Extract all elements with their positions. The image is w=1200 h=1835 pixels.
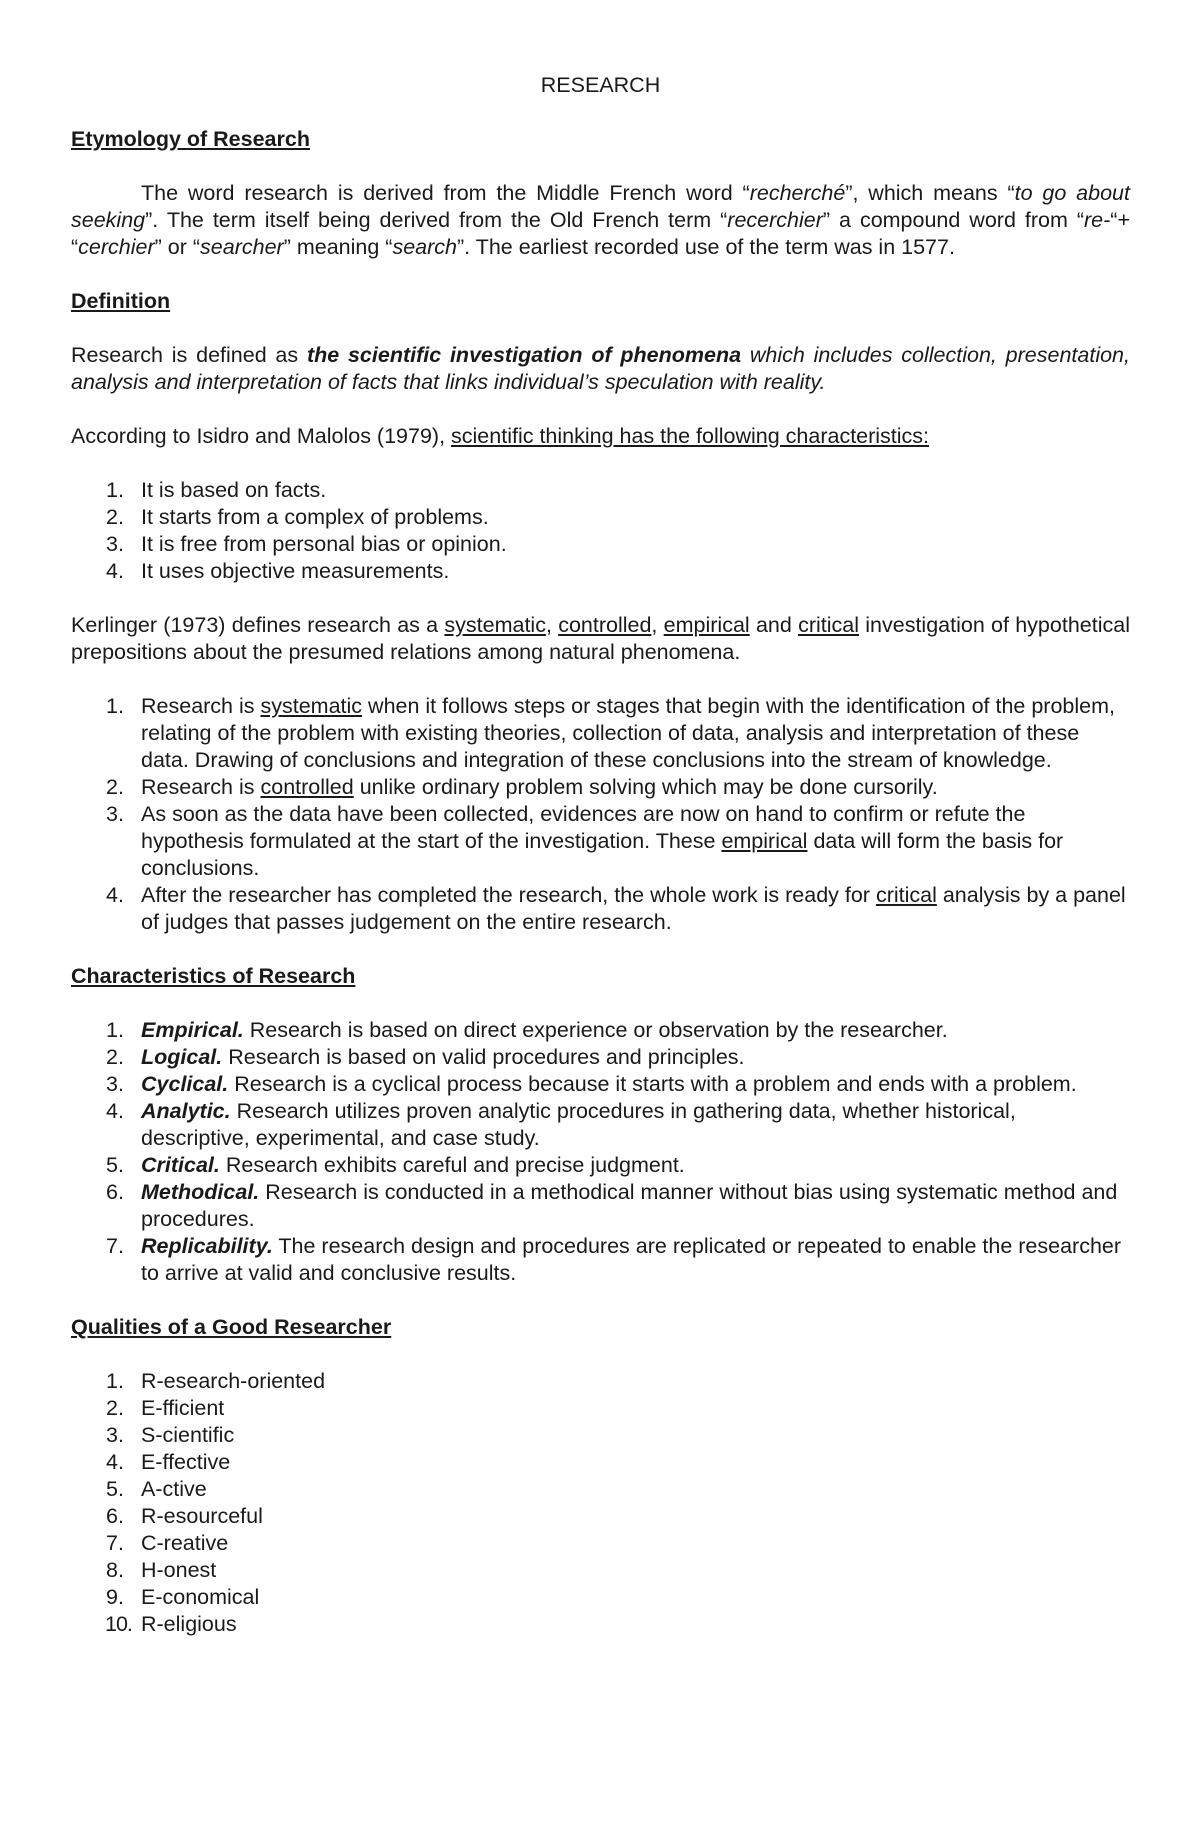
- heading-characteristics: Characteristics of Research: [71, 964, 356, 988]
- list-item: 2. Logical. Research is based on valid procedures and principles.: [106, 1045, 745, 1069]
- list-item: 6. R-esourceful: [106, 1504, 263, 1528]
- list-item: 7. Replicability. The research design and procedures are replicated or repeated to enable the researcher to arrive at valid and conclusive results.: [106, 1234, 1122, 1285]
- etymology-paragraph: The word research is derived from the Middle French word “recherché”, which means “to go about seeking”. The term itself being derived from the Old French term “recerchier” a compound word from “re-“+ “cerchier” or “searcher” meaning “search”. The earliest recorded use of the term was in 1577.: [71, 181, 1131, 259]
- list-item: 4. Analytic. Research utilizes proven analytic procedures in gathering data, whether historical, descriptive, experimental, and case study.: [106, 1099, 1016, 1150]
- kerlinger-list: [71, 693, 1130, 936]
- list-item: 2. Research is controlled unlike ordinary problem solving which may be done cursorily.: [106, 775, 938, 799]
- list-item: 4. E-ffective: [106, 1450, 231, 1474]
- list-item: 4. After the researcher has completed the research, the whole work is ready for critical analysis by a panel of judges that passes judgement on the entire research.: [106, 883, 1126, 934]
- characteristics-list: [71, 1017, 1130, 1287]
- list-item: 1. Empirical. Research is based on direct experience or observation by the researcher.: [106, 1018, 948, 1042]
- isidro-paragraph: According to Isidro and Malolos (1979), scientific thinking has the following characteristics:: [71, 424, 930, 448]
- list-item: 2. E-fficient: [106, 1396, 225, 1420]
- list-item: 10. R-eligious: [105, 1612, 237, 1636]
- page-title: RESEARCH: [540, 73, 661, 97]
- list-item: 3. Cyclical. Research is a cyclical process because it starts with a problem and ends with a problem.: [106, 1072, 1077, 1096]
- qualities-list: [71, 1368, 1130, 1638]
- list-item: 9. E-conomical: [106, 1585, 260, 1609]
- list-item: 5. A-ctive: [106, 1477, 207, 1501]
- list-item: 3. S-cientific: [106, 1423, 235, 1447]
- list-item: 1. Research is systematic when it follows steps or stages that begin with the identification of the problem, relating of the problem with existing theories, collection of data, analysis and interpretation of these data. Drawing of conclusions and integration of these conclusions into the stream of knowledge.: [106, 694, 1115, 772]
- list-item: 8. H-onest: [106, 1558, 217, 1582]
- list-item: 1. R-esearch-oriented: [106, 1369, 326, 1393]
- list-item: 7. C-reative: [106, 1531, 229, 1555]
- heading-definition: Definition: [71, 289, 171, 313]
- heading-etymology: Etymology of Research: [71, 127, 310, 151]
- list-item: 1. It is based on facts.: [106, 478, 327, 502]
- definition-paragraph: Research is defined as the scientific investigation of phenomena which includes collection, presentation, analysis and interpretation of facts that links individual’s speculation with reality.: [71, 343, 1130, 394]
- list-item: 2. It starts from a complex of problems.: [106, 505, 489, 529]
- list-item: 6. Methodical. Research is conducted in a methodical manner without bias using systematic method and procedures.: [106, 1180, 1118, 1231]
- list-item: 4. It uses objective measurements.: [106, 559, 450, 583]
- scientific-thinking-list: [71, 477, 1130, 585]
- list-item: 5. Critical. Research exhibits careful and precise judgment.: [106, 1153, 685, 1177]
- list-item: 3. It is free from personal bias or opinion.: [106, 532, 507, 556]
- kerlinger-paragraph: Kerlinger (1973) defines research as a systematic, controlled, empirical and critical investigation of hypothetical prepositions about the presumed relations among natural phenomena.: [71, 613, 1130, 664]
- list-item: 3. As soon as the data have been collected, evidences are now on hand to confirm or refute the hypothesis formulated at the start of the investigation. These empirical data will form the basis for conclusions.: [106, 802, 1064, 880]
- heading-qualities: Qualities of a Good Researcher: [71, 1315, 392, 1339]
- document-page: [71, 60, 1130, 1638]
